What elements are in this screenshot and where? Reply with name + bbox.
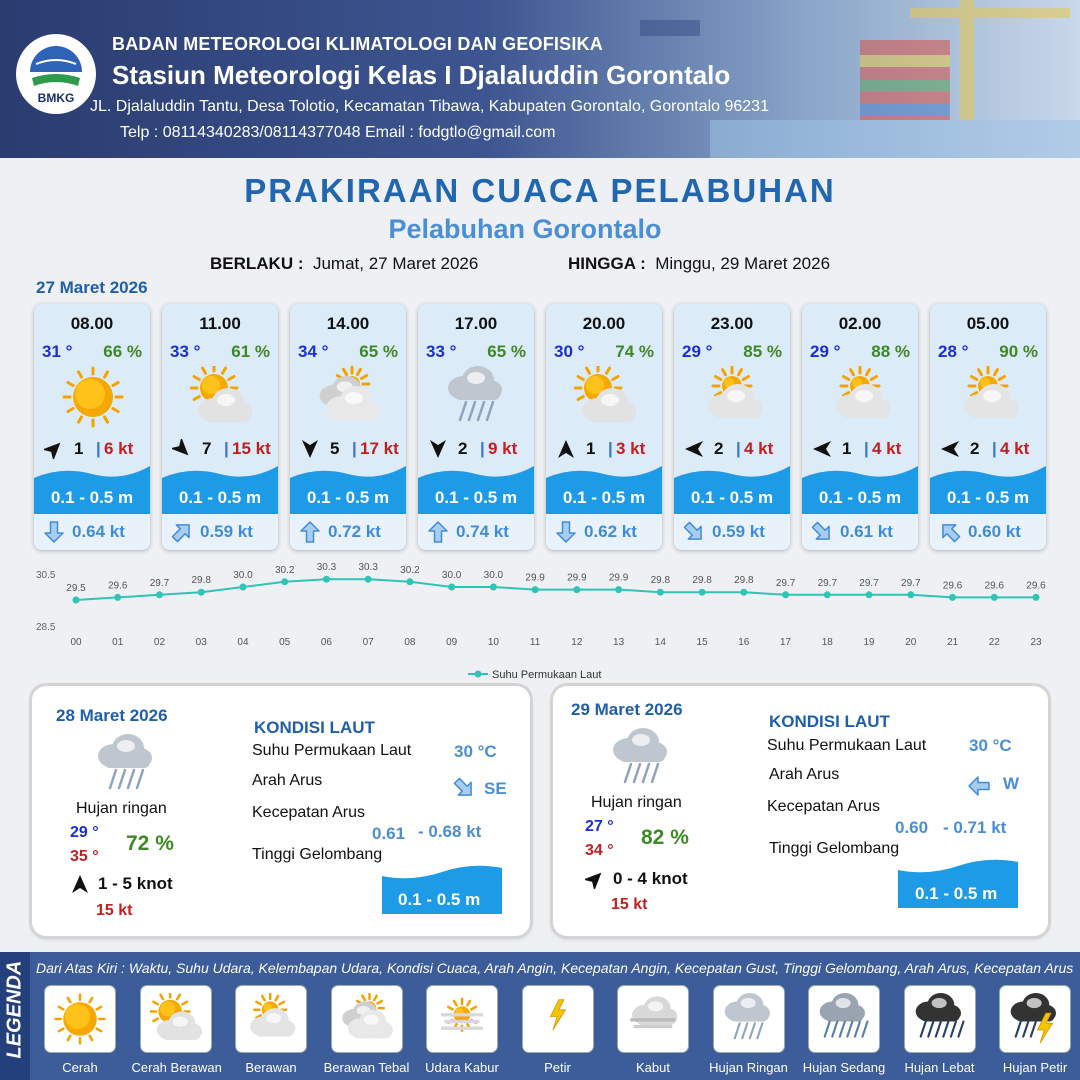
wind-arrow-icon xyxy=(684,439,704,459)
wave-height: 0.1 - 0.5 m xyxy=(562,488,646,507)
sst-data-label: 29.7 xyxy=(901,577,921,589)
sst-data-point xyxy=(949,594,956,601)
day3-kondisi-title: KONDISI LAUT xyxy=(769,712,890,731)
current-arrow-icon xyxy=(938,520,962,544)
legend-marker xyxy=(475,671,482,678)
day2-humidity: 72 % xyxy=(126,832,174,855)
wind-gust: 4 kt xyxy=(744,439,774,458)
day3-wave: 0.1 - 0.5 m xyxy=(915,884,998,903)
x-tick-label: 15 xyxy=(696,637,708,648)
forecast-temp: 34 ° xyxy=(298,342,329,361)
berawan-icon xyxy=(245,993,297,1045)
sst-data-label: 29.7 xyxy=(859,577,879,589)
x-tick-label: 10 xyxy=(487,637,499,648)
forecast-card xyxy=(34,304,150,550)
x-tick-label: 08 xyxy=(404,637,416,648)
forecast-wind xyxy=(40,438,146,460)
day2-panel xyxy=(32,686,530,936)
forecast-wind xyxy=(168,438,274,460)
sst-data-point xyxy=(448,584,455,591)
sst-data-point xyxy=(73,597,80,604)
wave-height: 0.1 - 0.5 m xyxy=(434,488,518,507)
day2-wave: 0.1 - 0.5 m xyxy=(398,890,481,909)
day2-arah-label: Arah Arus xyxy=(252,772,323,789)
kabut-icon xyxy=(627,993,679,1045)
current-arrow-icon xyxy=(170,520,194,544)
wind-separator: | xyxy=(480,439,485,458)
sst-data-label: 29.5 xyxy=(66,583,86,594)
wave-height: 0.1 - 0.5 m xyxy=(690,488,774,507)
wind-separator: | xyxy=(352,439,357,458)
sst-data-point xyxy=(907,591,914,598)
sst-data-label: 29.6 xyxy=(942,580,963,592)
day3-panel xyxy=(553,686,1048,936)
legend-item-label: Hujan Lebat xyxy=(904,1060,975,1075)
forecast-humidity: 65 % xyxy=(359,342,398,361)
x-tick-label: 05 xyxy=(279,637,291,648)
forecast-current xyxy=(290,514,406,550)
day3-sst: 30 °C xyxy=(969,736,1012,755)
forecast-time: 14.00 xyxy=(326,314,370,333)
day2-kec-label: Kecepatan Arus xyxy=(252,804,365,821)
forecast-card xyxy=(802,304,918,550)
legend-icon-box xyxy=(714,986,784,1052)
day3-kec-label: Kecepatan Arus xyxy=(767,798,880,815)
forecast-humidity: 74 % xyxy=(615,342,654,361)
legend-side xyxy=(0,952,30,1080)
forecast-humidity: 90 % xyxy=(999,342,1038,361)
forecast-humidity: 65 % xyxy=(487,342,526,361)
wind-arrow-icon xyxy=(300,439,320,459)
valid-to xyxy=(568,254,830,274)
day3-kec-max: - 0.71 kt xyxy=(943,818,1007,837)
current-arrow-icon xyxy=(810,520,834,544)
forecast-time: 11.00 xyxy=(199,314,241,333)
wind-separator: | xyxy=(864,439,869,458)
hujan-petir-icon xyxy=(1009,993,1061,1045)
wind-arrow-icon xyxy=(44,439,64,459)
day3-gust: 15 kt xyxy=(611,896,648,913)
day3-date: 29 Maret 2026 xyxy=(571,700,683,719)
wind-gust: 6 kt xyxy=(104,439,134,458)
current-arrow-icon xyxy=(682,520,706,544)
wind-arrow-icon xyxy=(585,869,605,889)
sst-data-point xyxy=(406,578,413,585)
wave-height: 0.1 - 0.5 m xyxy=(818,488,902,507)
sst-data-point xyxy=(1033,594,1040,601)
current-arrow-icon xyxy=(42,520,66,544)
day3-temp-min: 27 ° xyxy=(585,818,614,835)
day3-temp-max: 34 ° xyxy=(585,842,614,859)
wind-speed: 7 xyxy=(202,439,212,458)
forecast-card xyxy=(674,304,790,550)
forecast-wind xyxy=(552,438,658,460)
legend-note: Dari Atas Kiri : Waktu, Suhu Udara, Kelembapan Udara, Kondisi Cuaca, Arah Angin, Kecepatan Angin, Kecepatan Gust, Tinggi Gelombang, Arah Arus, Kecepatan Arus xyxy=(36,960,1074,976)
day2-kec-max: - 0.68 kt xyxy=(418,822,482,841)
sst-data-label: 29.8 xyxy=(191,575,211,587)
current-arrow-icon xyxy=(452,776,476,800)
legend-item-label: Cerah Berawan xyxy=(131,1060,222,1075)
legend-icon-box xyxy=(236,986,306,1052)
agency-name: BADAN METEOROLOGI KLIMATOLOGI DAN GEOFISIKA xyxy=(112,34,603,54)
sst-data-label: 30.0 xyxy=(483,570,504,581)
wind-speed: 1 xyxy=(74,439,84,458)
forecast-humidity: 66 % xyxy=(103,342,142,361)
valid-from-label: BERLAKU : xyxy=(210,254,304,273)
legend-item xyxy=(896,986,984,1075)
forecast-current xyxy=(674,514,790,550)
legend-text: Suhu Permukaan Laut xyxy=(492,669,602,681)
x-tick-label: 16 xyxy=(738,637,750,648)
wind-arrow-icon xyxy=(428,439,448,459)
forecast-humidity: 85 % xyxy=(743,342,782,361)
forecast-humidity: 61 % xyxy=(231,342,270,361)
day2-temp-min: 29 ° xyxy=(70,824,99,841)
wind-gust: 4 kt xyxy=(872,439,902,458)
sst-data-label: 29.7 xyxy=(817,577,838,589)
sst-chart xyxy=(30,560,1050,690)
day3-tinggi-label: Tinggi Gelombang xyxy=(769,840,900,857)
hujan-ringan-icon xyxy=(723,993,775,1045)
valid-from-value: Jumat, 27 Maret 2026 xyxy=(312,254,479,273)
wind-arrow-icon xyxy=(940,439,960,459)
day3-humidity: 82 % xyxy=(641,826,689,849)
cerah-icon xyxy=(62,366,124,428)
x-tick-label: 17 xyxy=(780,637,792,648)
sst-data-label: 30.0 xyxy=(441,570,462,581)
valid-to-value: Minggu, 29 Maret 2026 xyxy=(655,254,831,273)
sst-data-label: 29.7 xyxy=(775,577,796,589)
x-tick-label: 18 xyxy=(821,637,833,648)
day3-arah-label: Arah Arus xyxy=(769,766,840,783)
wave-height: 0.1 - 0.5 m xyxy=(178,488,262,507)
day3-wind: 0 - 4 knot xyxy=(613,869,688,888)
sst-data-point xyxy=(824,591,831,598)
wind-gust: 17 kt xyxy=(360,439,399,458)
wind-speed: 2 xyxy=(714,439,724,458)
sst-data-label: 30.2 xyxy=(400,564,420,576)
wave-height: 0.1 - 0.5 m xyxy=(50,488,134,507)
forecast-card xyxy=(290,304,406,550)
forecast-time: 02.00 xyxy=(838,314,882,333)
sst-data-point xyxy=(991,594,998,601)
sst-data-point xyxy=(866,591,873,598)
legend-item-label: Hujan Ringan xyxy=(709,1060,788,1075)
legend-label: LEGENDA xyxy=(3,960,26,1059)
legend-item-label: Udara Kabur xyxy=(425,1060,499,1075)
current-speed: 0.64 kt xyxy=(72,522,125,541)
sst-data-point xyxy=(365,576,372,583)
forecast-wind xyxy=(296,438,402,460)
x-tick-label: 01 xyxy=(112,637,124,648)
sst-data-label: 30.3 xyxy=(316,562,337,574)
current-arrow-icon xyxy=(426,520,450,544)
legend-icon-box xyxy=(45,986,115,1052)
cerah-icon xyxy=(54,993,106,1045)
sst-data-point xyxy=(323,576,330,583)
x-tick-label: 11 xyxy=(529,637,541,648)
forecast-current xyxy=(418,514,534,550)
wind-separator: | xyxy=(224,439,229,458)
forecast-temp: 29 ° xyxy=(810,342,841,361)
cerah-berawan-icon xyxy=(574,366,636,428)
logo-text: BMKG xyxy=(37,91,75,105)
legend-icon-box xyxy=(809,986,879,1052)
forecast-temp: 33 ° xyxy=(170,342,201,361)
forecast-humidity: 88 % xyxy=(871,342,910,361)
forecast-current xyxy=(546,514,662,550)
sst-data-label: 29.9 xyxy=(525,572,545,584)
sst-series-line xyxy=(76,579,1036,600)
sst-data-point xyxy=(699,589,706,596)
station-name: Stasiun Meteorologi Kelas I Djalaluddin Gorontalo xyxy=(112,60,731,90)
sst-data-point xyxy=(740,589,747,596)
sst-data-label: 29.6 xyxy=(108,580,128,592)
hujan-lebat-icon xyxy=(914,993,966,1045)
legend-icon-box xyxy=(905,986,975,1052)
day1-date: 27 Maret 2026 xyxy=(36,278,148,297)
sst-data-label: 29.8 xyxy=(734,575,754,587)
current-speed: 0.59 kt xyxy=(200,522,253,541)
forecast-card xyxy=(546,304,662,550)
valid-to-label: HINGGA : xyxy=(568,254,646,273)
sst-data-point xyxy=(782,591,789,598)
sst-data-label: 29.8 xyxy=(692,575,712,587)
day2-wind: 1 - 5 knot xyxy=(98,874,173,893)
wind-gust: 3 kt xyxy=(616,439,646,458)
legend-item xyxy=(800,986,888,1075)
wind-separator: | xyxy=(736,439,741,458)
hujan-sedang-icon xyxy=(818,993,870,1045)
station-contact: Telp : 08114340283/08114377048 Email : fodgtlo@gmail.com xyxy=(120,124,556,141)
day2-arah: SE xyxy=(484,779,507,798)
legend-icon-box xyxy=(332,986,402,1052)
forecast-temp: 29 ° xyxy=(682,342,713,361)
wind-speed: 1 xyxy=(586,439,596,458)
sst-data-label: 30.0 xyxy=(233,570,253,581)
current-speed: 0.72 kt xyxy=(328,522,381,541)
x-tick-label: 04 xyxy=(237,637,249,648)
legend-icon-box xyxy=(427,986,497,1052)
sst-data-point xyxy=(490,584,497,591)
legend-item xyxy=(227,986,315,1075)
berawan-icon xyxy=(958,366,1020,428)
day3-sst-label: Suhu Permukaan Laut xyxy=(767,737,927,754)
legend-icon-box xyxy=(523,986,593,1052)
wind-arrow-icon xyxy=(812,439,832,459)
wave-height: 0.1 - 0.5 m xyxy=(946,488,1030,507)
legend-icon-box xyxy=(141,986,211,1052)
forecast-current xyxy=(34,514,150,550)
forecast-time: 17.00 xyxy=(454,314,498,333)
berawan-tebal-icon xyxy=(341,993,393,1045)
day2-sst-label: Suhu Permukaan Laut xyxy=(252,742,412,759)
x-tick-label: 06 xyxy=(320,637,332,648)
wind-arrow-icon xyxy=(70,874,90,894)
cerah-berawan-icon xyxy=(190,366,252,428)
day2-tinggi-label: Tinggi Gelombang xyxy=(252,846,383,863)
forecast-card xyxy=(418,304,534,550)
page-title: PRAKIRAAN CUACA PELABUHAN xyxy=(244,172,836,209)
legend-item xyxy=(36,986,124,1075)
forecast-card xyxy=(930,304,1046,550)
forecast-temp: 30 ° xyxy=(554,342,585,361)
forecast-temp: 28 ° xyxy=(938,342,969,361)
sst-data-label: 29.6 xyxy=(984,580,1004,592)
day2-date: 28 Maret 2026 xyxy=(56,706,168,725)
wind-separator: | xyxy=(992,439,997,458)
wind-arrow-icon xyxy=(556,439,576,459)
berawan-icon xyxy=(702,366,764,428)
current-speed: 0.59 kt xyxy=(712,522,765,541)
legend-item xyxy=(514,986,602,1075)
legend-item-label: Kabut xyxy=(636,1060,670,1075)
wind-gust: 4 kt xyxy=(1000,439,1030,458)
legend-item xyxy=(609,986,697,1075)
legend-item-label: Cerah xyxy=(62,1060,98,1075)
legend-item xyxy=(323,986,411,1075)
day2-sst: 30 °C xyxy=(454,742,497,761)
forecast-current xyxy=(802,514,918,550)
x-tick-label: 21 xyxy=(946,637,959,648)
sst-data-label: 29.6 xyxy=(1026,580,1046,592)
sst-data-point xyxy=(532,586,539,593)
forecast-wind xyxy=(680,438,786,460)
current-arrow-icon xyxy=(554,520,578,544)
forecast-wind xyxy=(936,438,1042,460)
x-tick-label: 20 xyxy=(905,637,917,648)
sst-data-point xyxy=(657,589,664,596)
x-tick-label: 03 xyxy=(195,637,207,648)
sst-data-label: 29.8 xyxy=(650,575,671,587)
sst-data-label: 29.9 xyxy=(608,572,629,584)
legend-item-label: Berawan Tebal xyxy=(323,1060,410,1075)
sst-data-point xyxy=(615,586,622,593)
petir-icon xyxy=(532,993,584,1045)
day2-condition: Hujan ringan xyxy=(76,800,167,817)
day3-condition: Hujan ringan xyxy=(591,794,682,811)
y-tick-label: 28.5 xyxy=(36,622,56,633)
hujan-ringan-icon xyxy=(446,366,508,428)
forecast-time: 20.00 xyxy=(582,314,626,333)
forecast-time: 08.00 xyxy=(70,314,114,333)
wind-separator: | xyxy=(608,439,613,458)
sst-data-point xyxy=(198,589,205,596)
wind-arrow-icon xyxy=(172,439,192,459)
x-tick-label: 00 xyxy=(70,637,82,648)
legend-item xyxy=(705,986,793,1075)
legend-icon-box xyxy=(618,986,688,1052)
wind-speed: 1 xyxy=(842,439,852,458)
sst-data-label: 30.2 xyxy=(274,564,295,576)
forecast-time: 05.00 xyxy=(966,314,1010,333)
page-subtitle: Pelabuhan Gorontalo xyxy=(388,214,662,244)
sst-data-point xyxy=(281,578,288,585)
legend-item xyxy=(132,986,220,1075)
sst-data-label: 29.9 xyxy=(567,572,587,584)
station-address: JL. Djalaluddin Tantu, Desa Tolotio, Kecamatan Tibawa, Kabupaten Gorontalo, Gorontalo 96231 xyxy=(90,98,769,115)
cerah-berawan-icon xyxy=(150,993,202,1045)
forecast-current xyxy=(162,514,278,550)
day2-temp-max: 35 ° xyxy=(70,848,99,865)
wind-gust: 15 kt xyxy=(232,439,271,458)
legend-item-label: Berawan xyxy=(245,1060,297,1075)
day3-arah: W xyxy=(1003,774,1020,793)
legend-item xyxy=(991,986,1079,1075)
wind-speed: 5 xyxy=(330,439,340,458)
forecast-wind xyxy=(424,438,530,460)
sst-data-point xyxy=(114,594,121,601)
current-speed: 0.74 kt xyxy=(456,522,509,541)
sst-data-point xyxy=(156,591,163,598)
hujan-ringan-icon xyxy=(607,724,679,788)
current-speed: 0.61 kt xyxy=(840,522,893,541)
day2-kec-min: 0.61 xyxy=(372,824,406,843)
legend-icon-box xyxy=(1000,986,1070,1052)
current-arrow-icon xyxy=(967,774,993,798)
x-tick-label: 19 xyxy=(863,637,875,648)
y-tick-label: 30.5 xyxy=(36,570,56,581)
legend-item-label: Hujan Petir xyxy=(1002,1060,1068,1075)
legend-item-label: Hujan Sedang xyxy=(802,1060,886,1075)
x-tick-label: 09 xyxy=(446,637,458,648)
forecast-temp: 33 ° xyxy=(426,342,457,361)
x-tick-label: 23 xyxy=(1030,637,1042,648)
legend-item xyxy=(418,986,506,1075)
hujan-ringan-icon xyxy=(92,730,164,794)
x-tick-label: 13 xyxy=(613,637,625,648)
forecast-card xyxy=(162,304,278,550)
wind-speed: 2 xyxy=(458,439,468,458)
sst-data-label: 30.3 xyxy=(358,562,378,574)
wind-speed: 2 xyxy=(970,439,980,458)
x-tick-label: 07 xyxy=(362,637,374,648)
forecast-time: 23.00 xyxy=(710,314,754,333)
forecast-temp: 31 ° xyxy=(42,342,73,361)
berawan-icon xyxy=(830,366,892,428)
x-tick-label: 22 xyxy=(988,637,1000,648)
day2-gust: 15 kt xyxy=(96,902,133,919)
current-speed: 0.62 kt xyxy=(584,522,637,541)
udara-kabur-icon xyxy=(436,993,488,1045)
valid-from xyxy=(210,254,478,274)
sst-data-point xyxy=(239,584,246,591)
wind-separator: | xyxy=(96,439,101,458)
current-speed: 0.60 kt xyxy=(968,522,1021,541)
wave-height: 0.1 - 0.5 m xyxy=(306,488,390,507)
legend-item-label: Petir xyxy=(544,1060,571,1075)
x-tick-label: 02 xyxy=(153,637,166,648)
day3-kec-min: 0.60 xyxy=(895,818,929,837)
forecast-current xyxy=(930,514,1046,550)
x-tick-label: 12 xyxy=(571,637,583,648)
day2-kondisi-title: KONDISI LAUT xyxy=(254,718,375,737)
sst-data-label: 29.7 xyxy=(149,577,170,589)
sst-data-point xyxy=(573,586,580,593)
berawan-tebal-icon xyxy=(318,366,380,428)
x-tick-label: 14 xyxy=(654,637,666,648)
forecast-wind xyxy=(808,438,914,460)
wind-gust: 9 kt xyxy=(488,439,518,458)
current-arrow-icon xyxy=(298,520,322,544)
